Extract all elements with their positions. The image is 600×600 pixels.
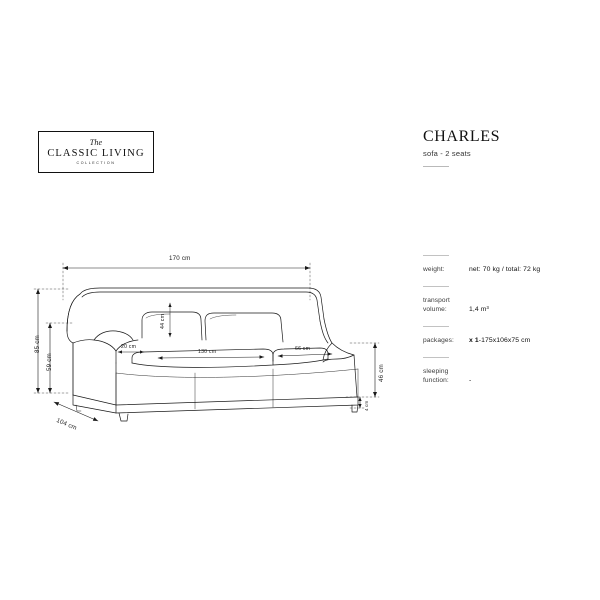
brand-logo — [38, 131, 154, 173]
dim-label-width-total: 170 cm — [169, 255, 191, 262]
spec-divider — [423, 357, 449, 358]
dim-label-seat-width-left: 130 cm — [198, 349, 217, 355]
spec-value-transport-text: 1,4 m³ — [469, 306, 489, 313]
dim-label-right-height: 46 cm — [378, 364, 385, 382]
spec-value-packages-dims: -175x106x75 cm — [478, 337, 531, 344]
spec-value-sleeping-text: - — [469, 377, 472, 384]
spec-value-weight: net: 70 kg / total: 72 kg — [469, 266, 541, 273]
page-title: CHARLES — [423, 128, 501, 145]
dim-label-depth: 104 cm — [55, 417, 78, 432]
dim-label-seat-height: 59 cm — [46, 353, 53, 371]
spec-divider — [423, 326, 449, 327]
spec-label-sleeping-line1: sleeping — [423, 368, 449, 375]
spec-label-transport-volume — [423, 296, 469, 314]
spec-row-transport-volume — [423, 286, 575, 326]
spec-label-sleeping-line2: function: — [423, 377, 449, 384]
header-divider — [423, 166, 449, 167]
dim-label-height-total: 85 cm — [34, 335, 41, 353]
spec-row-packages — [423, 326, 575, 357]
spec-value-transport-volume — [469, 296, 575, 314]
spec-value-sleeping-function — [469, 367, 575, 385]
spec-list — [423, 255, 575, 397]
sofa-drawing-svg — [20, 245, 410, 445]
spec-row-sleeping-function — [423, 357, 575, 397]
dim-label-seat-width-right: 66 cm — [295, 346, 311, 352]
spec-label-packages: packages: — [423, 337, 454, 344]
product-subtitle: sofa - 2 seats — [423, 149, 471, 158]
spec-divider — [423, 286, 449, 287]
dim-label-back-height: 44 cm — [160, 313, 166, 329]
logo-script-text: The — [89, 138, 103, 147]
product-header — [423, 128, 573, 167]
spec-row-weight — [423, 255, 575, 286]
spec-divider — [423, 255, 449, 256]
dim-label-leg-height: 4 cm — [364, 400, 369, 411]
logo-brand-name: CLASSIC LIVING — [47, 148, 145, 159]
sofa-technical-drawing — [20, 245, 410, 445]
logo-collection-text: COLLECTION — [76, 161, 116, 165]
spec-label-sleeping-function — [423, 367, 472, 385]
spec-label-transport-line2: volume: — [423, 306, 447, 313]
spec-label-weight: weight: — [423, 266, 445, 273]
dim-label-arm-width: 20 cm — [121, 344, 137, 350]
spec-value-packages — [469, 336, 575, 345]
spec-label-transport-line1: transport — [423, 297, 450, 304]
spec-value-packages-count: x 1 — [469, 337, 479, 344]
